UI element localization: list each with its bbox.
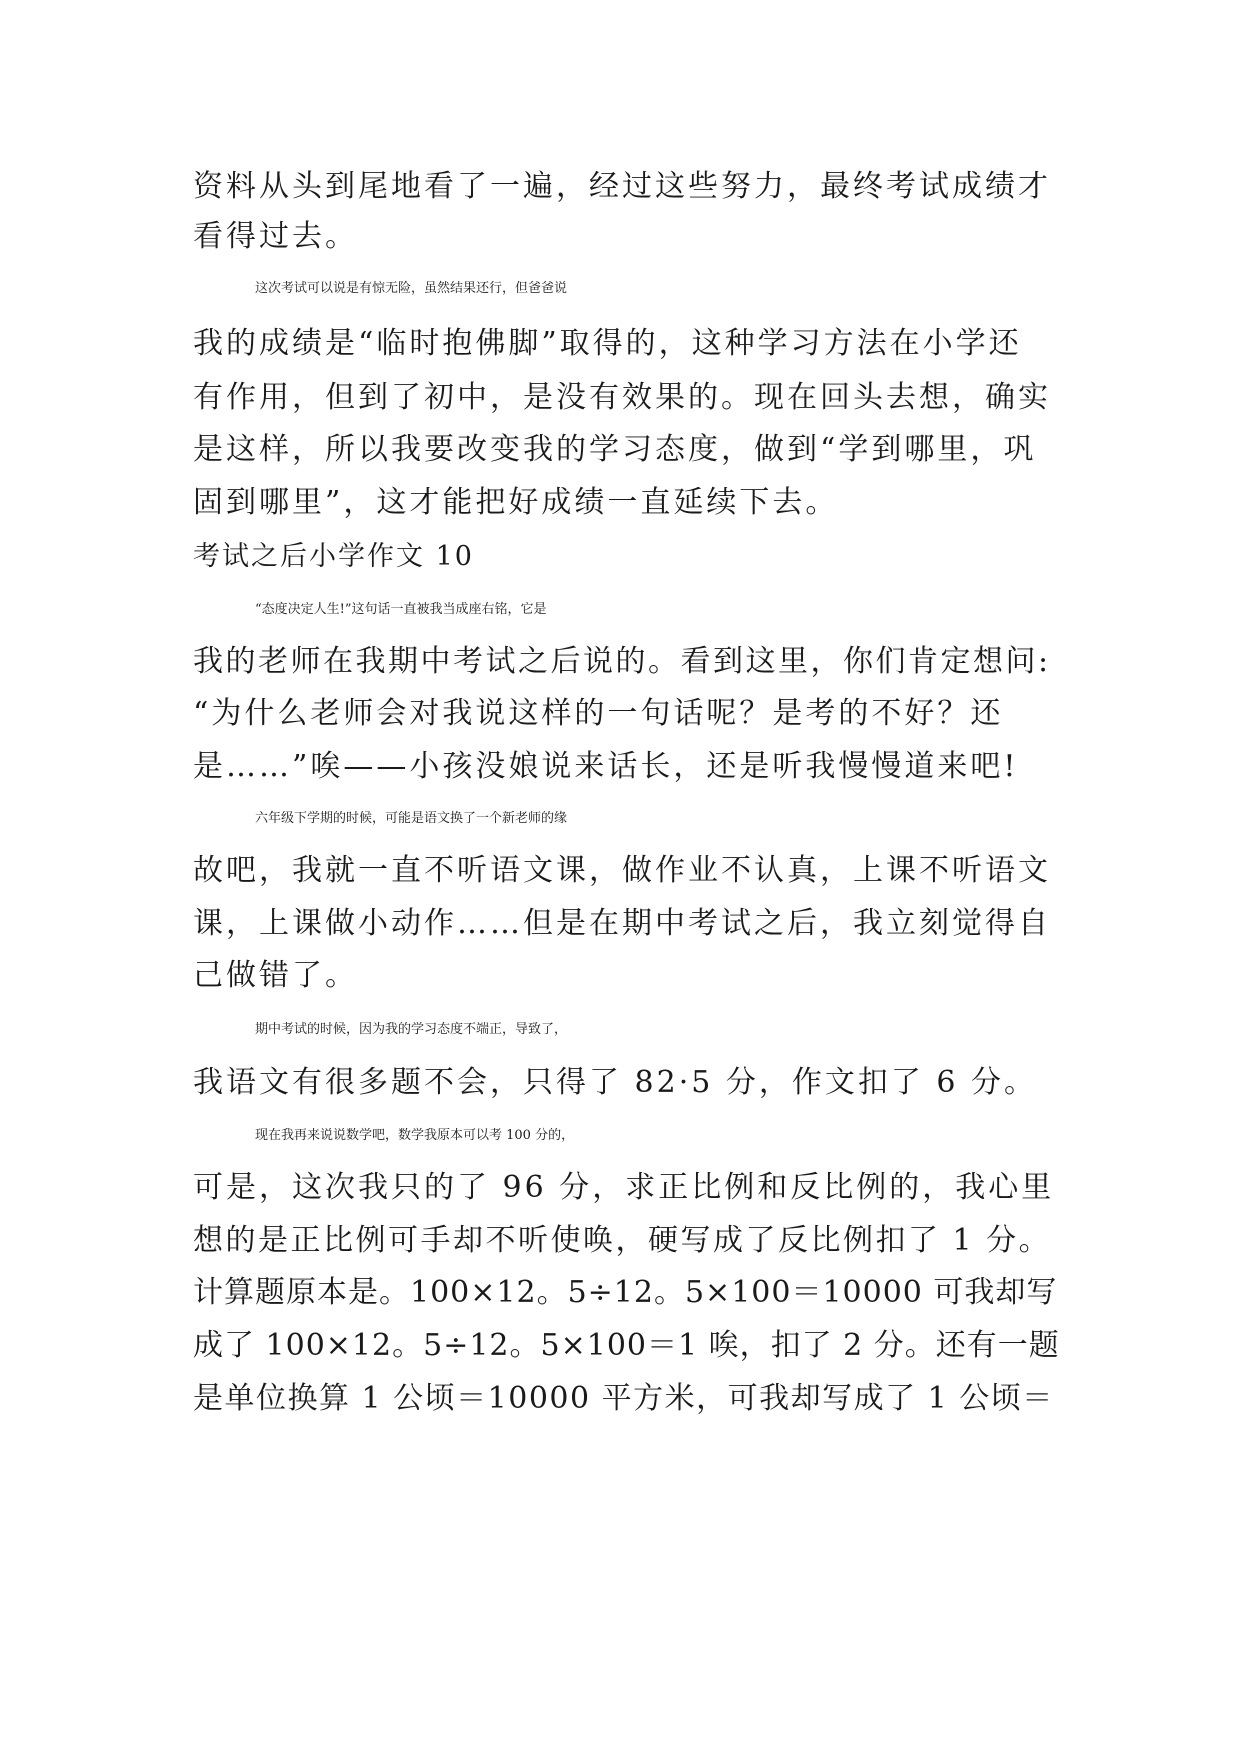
section-heading: 考试之后小学作文 10 [193,541,474,572]
text-line: 我语文有很多题不会，只得了 82·5 分，作文扣了 6 分。 [193,1065,1038,1100]
paragraph-start-line: 这次考试可以说是有惊无险，虽然结果还行，但爸爸说 [255,281,568,296]
paragraph-start-line: 六年级下学期的时候，可能是语文换了一个新老师的缘 [255,811,568,826]
paragraph-start-line: 期中考试的时候，因为我的学习态度不端正，导致了， [255,1022,568,1037]
text-line: 想的是正比例可手却不听使唤，硬写成了反比例扣了 1 分。 [193,1223,1052,1258]
text-line: 己做错了。 [193,958,358,993]
text-line: 我的成绩是“临时抱佛脚”取得的，这种学习方法在小学还 [193,326,1022,361]
text-line: 可是，这次我只的了 96 分，求正比例和反比例的，我心里 [193,1170,1055,1205]
text-line: 是……”唉——小孩没娘说来话长，还是听我慢慢道来吧! [193,749,1019,784]
text-line: 成了 100×12。5÷12。5×100＝1 唉，扣了 2 分。还有一题 [193,1328,1060,1363]
text-line: “为什么老师会对我说这样的一句话呢？是考的不好？还 [193,696,1004,731]
text-line: 计算题原本是。100×12。5÷12。5×100＝10000 可我却写 [193,1275,1058,1310]
text-line: 我的老师在我期中考试之后说的。看到这里，你们肯定想问: [193,644,1051,679]
text-line: 是单位换算 1 公顷＝10000 平方米，可我却写成了 1 公顷＝ [193,1381,1054,1416]
text-line: 看得过去。 [193,219,358,254]
text-line: 资料从头到尾地看了一遍，经过这些努力，最终考试成绩才 [193,169,1051,204]
text-line: 固到哪里”，这才能把好成绩一直延续下去。 [193,485,839,520]
text-line: 故吧，我就一直不听语文课，做作业不认真，上课不听语文 [193,853,1051,888]
paragraph-start-line: “态度决定人生!”这句话一直被我当成座右铭，它是 [255,602,547,617]
text-line: 课，上课做小动作……但是在期中考试之后，我立刻觉得自 [193,906,1051,941]
paragraph-start-line: 现在我再来说说数学吧，数学我原本可以考 100 分的， [255,1128,575,1143]
text-line: 是这样，所以我要改变我的学习态度，做到“学到哪里，巩 [193,432,1037,467]
text-line: 有作用，但到了初中，是没有效果的。现在回头去想，确实 [193,380,1051,415]
